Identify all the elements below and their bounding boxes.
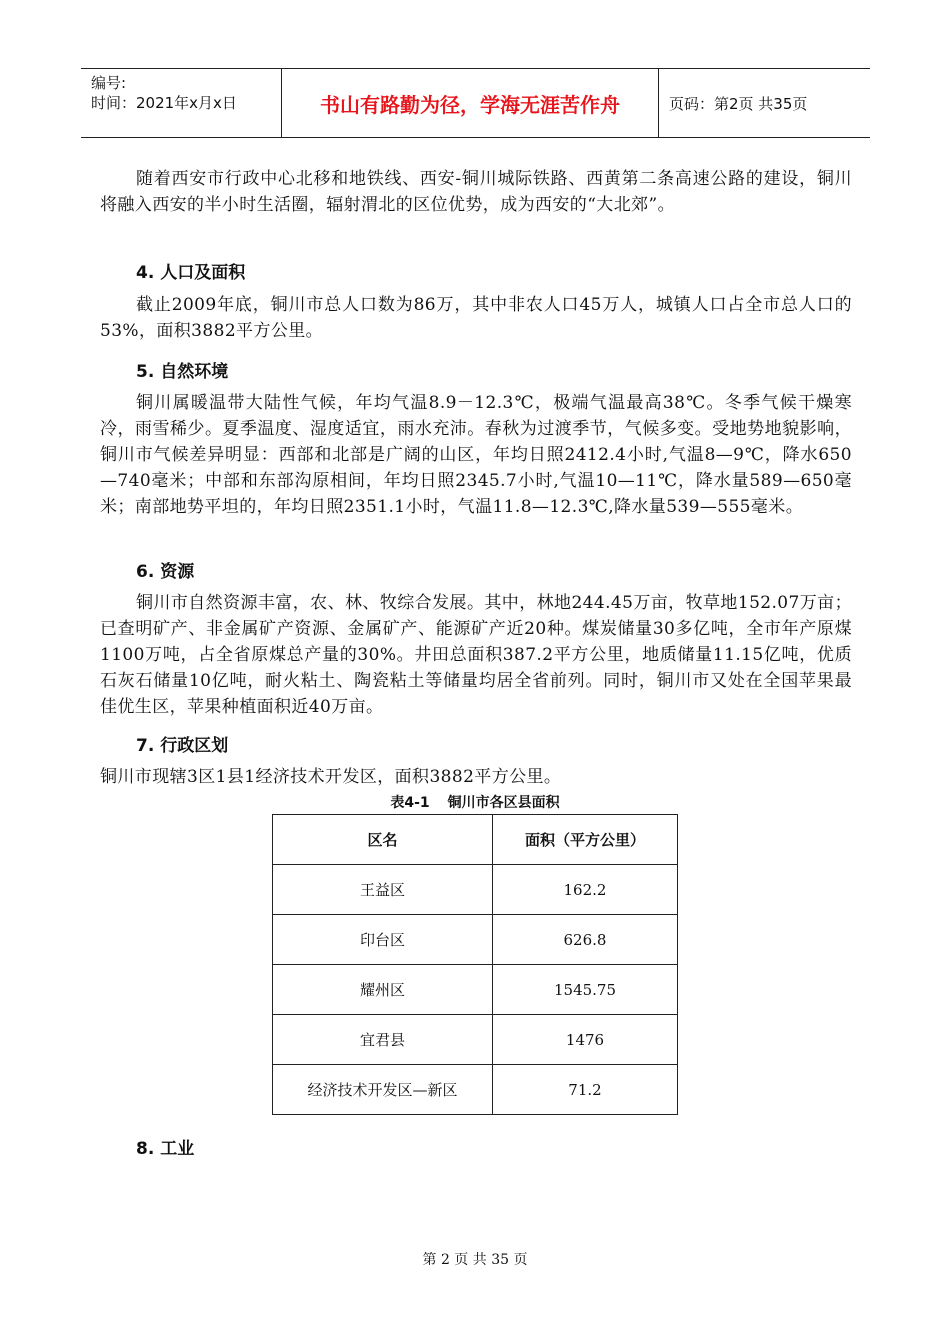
district-area-table bbox=[272, 814, 678, 1115]
district-area: 1545.75 bbox=[493, 965, 678, 1015]
page-footer: 第 2 页 共 35 页 bbox=[422, 1252, 528, 1268]
district-name: 印台区 bbox=[273, 915, 493, 965]
table-row bbox=[273, 1065, 678, 1115]
district-area: 162.2 bbox=[493, 865, 678, 915]
district-name: 宜君县 bbox=[273, 1015, 493, 1065]
table-row bbox=[273, 865, 678, 915]
col-header-area: 面积（平方公里） bbox=[493, 815, 678, 865]
district-name: 王益区 bbox=[273, 865, 493, 915]
table-row bbox=[273, 1015, 678, 1065]
table-caption-number: 表4-1 bbox=[390, 795, 430, 811]
section-8-title: 8. 工业 bbox=[136, 1139, 195, 1159]
code-label: 编号: bbox=[91, 74, 127, 92]
intro-paragraph: 随着西安市行政中心北移和地铁线、西安-铜川城际铁路、西黄第二条高速公路的建设，铜川将融入西安的半小时生活圈，辐射渭北的区位优势，成为西安的“大北郊”。 bbox=[100, 169, 852, 215]
section-6-title: 6. 资源 bbox=[136, 562, 195, 582]
district-area: 71.2 bbox=[493, 1065, 678, 1115]
district-name: 经济技术开发区—新区 bbox=[273, 1065, 493, 1115]
section-4-title: 4. 人口及面积 bbox=[136, 263, 246, 283]
district-area: 626.8 bbox=[493, 915, 678, 965]
district-name: 耀州区 bbox=[273, 965, 493, 1015]
table-row bbox=[273, 915, 678, 965]
section-6-text: 铜川市自然资源丰富，农、林、牧综合发展。其中，林地244.45万亩，牧草地152.07万亩；已查明矿产、非金属矿产资源、金属矿产、能源矿产近20种。煤炭储量30多亿吨，全市年产原煤1100万吨，占全省原煤总产量的30%。井田总面积387.2平方公里，地质储量11.15亿吨，优质石灰石储量10亿吨，耐火粘土、陶瓷粘土等储量均居全省前列。同时，铜川市又处在全国苹果最佳优生区，苹果种植面积近40万亩。 bbox=[100, 593, 852, 717]
header-motto: 书山有路勤为径，学海无涯苦作舟 bbox=[281, 69, 659, 137]
section-5-title: 5. 自然环境 bbox=[136, 362, 229, 382]
section-4-text: 截止2009年底，铜川市总人口数为86万，其中非农人口45万人，城镇人口占全市总人口的53%，面积3882平方公里。 bbox=[100, 295, 852, 341]
header-meta bbox=[81, 69, 281, 137]
section-7-title: 7. 行政区划 bbox=[136, 736, 229, 756]
table-caption bbox=[0, 792, 950, 812]
section-5-text: 铜川属暖温带大陆性气候，年均气温8.9－12.3℃，极端气温最高38℃。冬季气候干燥寒冷，雨雪稀少。夏季温度、湿度适宜，雨水充沛。春秋为过渡季节，气候多变。受地势地貌影响，铜川市气候差异明显：西部和北部是广阔的山区，年均日照2412.4小时,气温8—9℃，降水650—740毫米；中部和东部沟原相间，年均日照2345.7小时,气温10—11℃，降水量589—650毫米；南部地势平坦的，年均日照2351.1小时，气温11.8—12.3℃,降水量539—555毫米。 bbox=[100, 393, 852, 517]
table-row bbox=[273, 965, 678, 1015]
table-caption-title: 铜川市各区县面积 bbox=[447, 795, 560, 811]
section-7-text: 铜川市现辖3区1县1经济技术开发区，面积3882平方公里。 bbox=[100, 767, 562, 787]
time-label: 时间：2021年x月x日 bbox=[91, 94, 237, 112]
col-header-name: 区名 bbox=[273, 815, 493, 865]
header-page-info: 页码：第2页 共35页 bbox=[669, 94, 808, 113]
district-area: 1476 bbox=[493, 1015, 678, 1065]
table-header-row bbox=[273, 815, 678, 865]
page-header bbox=[81, 68, 870, 138]
